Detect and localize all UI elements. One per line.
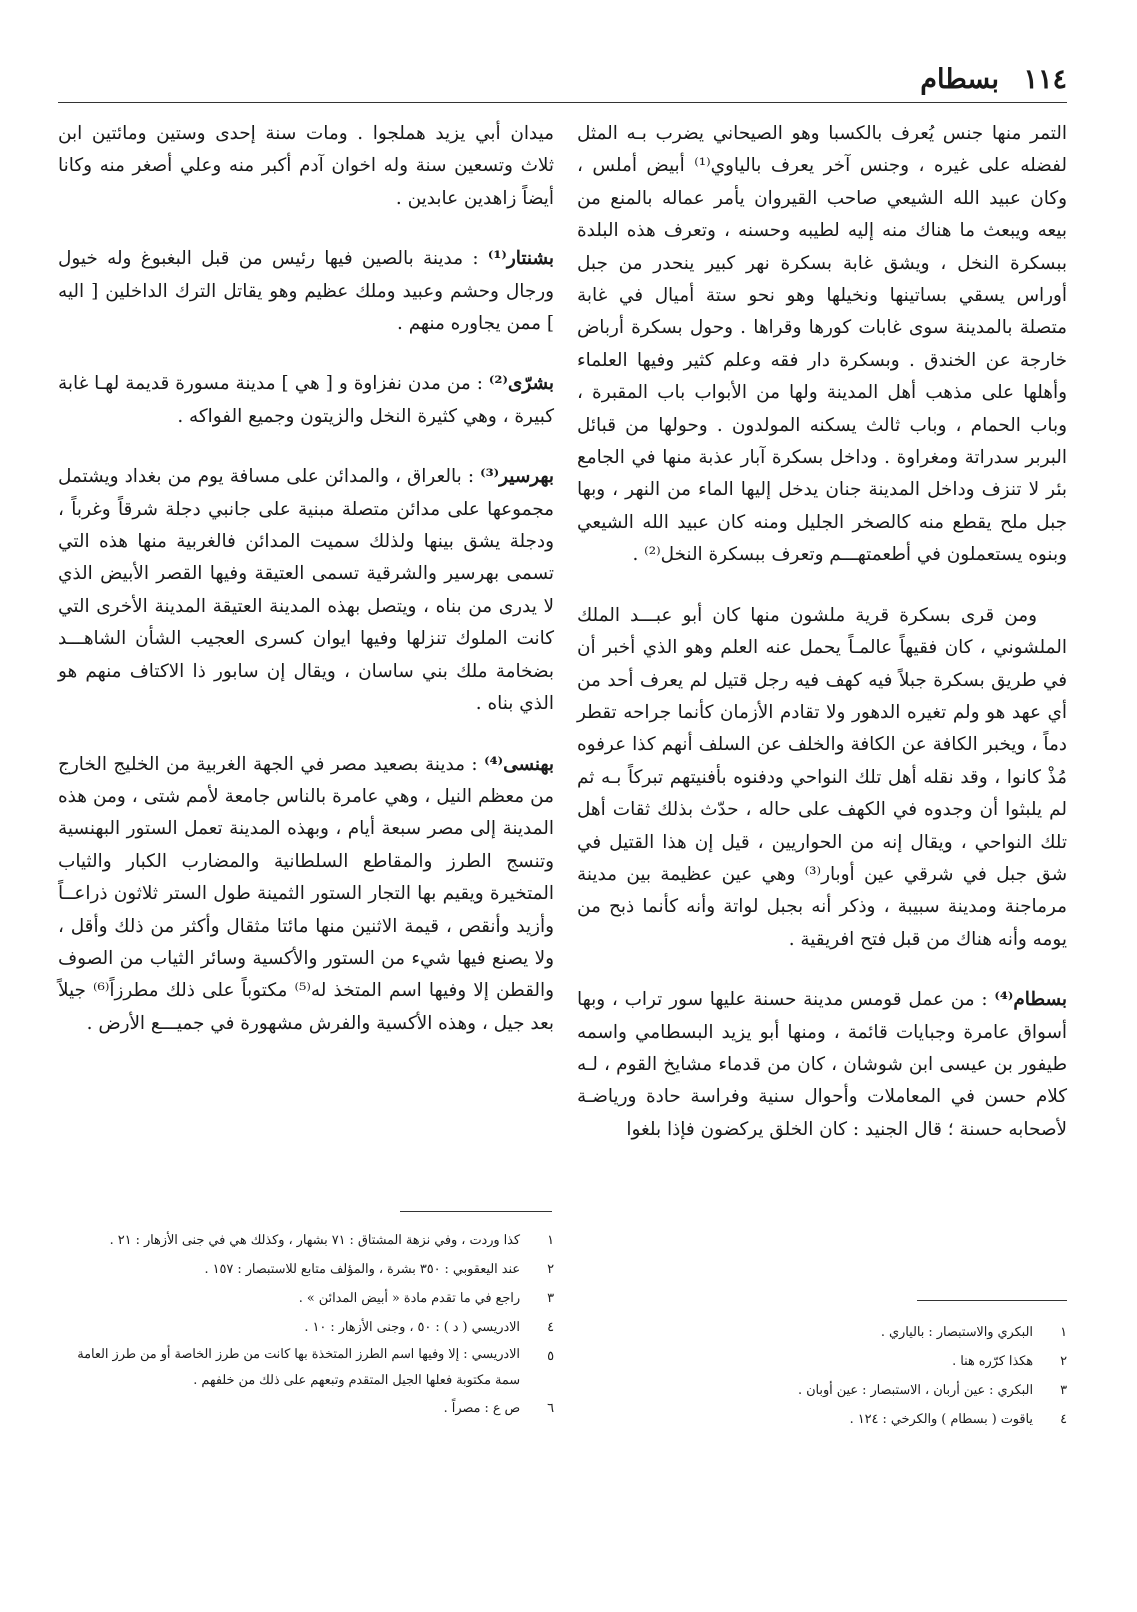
footnote-text: الادريسي : إلا وفيها اسم الطرز المتخذة بها كانت من طرز الخاصة أو من طرز العامة سمة مكتوبة فعلها الجيل المتقدم وتبعهم على ذلك من خلفهم . <box>77 1347 520 1388</box>
left-column <box>58 118 554 1040</box>
footnote-text: كذا وردت ، وفي نزهة المشتاق : ٧١ بشهار ، وكذلك هي في جنى الأزهار : ٢١ . <box>109 1233 520 1248</box>
footnote-number: ٢ <box>547 1262 554 1277</box>
footnote-number: ١ <box>1060 1325 1067 1340</box>
footnote <box>577 1347 1067 1376</box>
footnote-number: ٣ <box>1060 1383 1067 1398</box>
footnote <box>577 1376 1067 1405</box>
page-number: ١١٤ <box>1023 64 1067 95</box>
paragraph-abu-yazid: ميدان أبي يزيد هملجوا . ومات سنة إحدى وستين ومائتين ابن ثلاث وتسعين سنة وله اخوان آدم أكبر منه وعلي أصغر منه وكانا أيضاً زاهدين عابدين . <box>58 123 554 209</box>
footnote-number: ٤ <box>547 1320 554 1335</box>
entry-body-bistam: : من عمل قومس مدينة حسنة عليها سور تراب ، وبها أسواق عامرة وجبايات قائمة ، ومنها أبو يزيد البسطامي واسمه طيفور بن عيسى ابن شوشان ، كان من قدماء مشايخ القوم ، لـه كلام حسن في المعاملات وأحوال سنية وفراسة حادة ورياضـة لأصحابه حسنة ؛ قال الجنيد : كان الخلق يركضون فإذا بلغوا <box>577 989 1067 1140</box>
entry-bistam <box>577 984 1067 1146</box>
page-title: بسطام <box>920 64 999 95</box>
footnotes-right <box>577 1318 1067 1434</box>
right-column <box>577 118 1067 1146</box>
footnote <box>577 1405 1067 1434</box>
entry-title-bahnasa: بهنسى⁽⁴⁾ <box>484 753 554 775</box>
footnote-number: ٦ <box>547 1401 554 1416</box>
footnote-number: ٢ <box>1060 1354 1067 1369</box>
paragraph-malshun: ومن قرى بسكرة قرية ملشون منها كان أبو عبـــد الملك الملشوني ، كان فقيهاً عالمـاً يحمل عنه العلم وهو الذي أخبر أن في طريق بسكرة جبلاً فيه كهف فيه رجل قتيل لم يعرف أحد من أي عهد هو ولم تغيره الدهور ولا تقادم الأزمان كأنما جراحه تقطر دماً ، ويخبر الكافة عن الكافة والخلف عن السلف أنهم كذا عرفوه مُذْ كانوا ، وقد نقله أهل تلك النواحي ودفنوه بأفنيتهم تبركاً بـه ثم لم يلبثوا أن وجدوه في الكهف على حاله ، حدّث بذلك ثقات أهل تلك النواحي ، ويقال إنه من الحواريين ، قيل إن هذا القتيل في شق جبل في شرقي عين أوبار⁽³⁾ وهي عين عظيمة بين مدينة مرماجنة ومدينة سبيبة ، وذكر أنه بجبل لواتة وأنه كأنما ذبح من يومه وأنه هناك من قبل فتح افريقية . <box>577 604 1067 950</box>
paragraph-biskra-dates: التمر منها جنس يُعرف بالكسبا وهو الصيحاني يضرب بـه المثل لفضله على غيره ، وجنس آخر يعرف بالياوي⁽¹⁾ أبيض أملس ، وكان عبيد الله الشيعي صاحب القيروان يأمر عماله بالمنع من بيعه ويبعث ما هناك منه إليه لطيبه وحسنه ، وتعرف هذه البلدة ببسكرة النخل ، ويشق غابة بسكرة نهر كبير ينحدر من جبل أوراس يسقي بساتينها ونخيلها وهو نحو ستة أميال في غابة متصلة بالمدينة سوى غابات كورها وقراها . وحول بسكرة أرباض خارجة عن الخندق . وبسكرة دار فقه وعلم كثير وفيها العلماء وأهلها على مذهب أهل المدينة ولها من الأبواب باب المقبرة ، وباب الحمام ، وباب ثالث يسكنه المولدون . وحولها من قبائل البربر سدراتة ومغراوة . وداخل بسكرة آبار عذبة منها في الجامع بئر لا تنزف وداخل المدينة جنان يدخل إليها الماء من النهر ، وبها جبل ملح يقطع منه كالصخر الجليل ومنه كان عبيد الله الشيعي وبنوه يستعملون في أطعمتهـــم وتعرف ببسكرة النخل⁽²⁾ . <box>577 123 1068 566</box>
entry-body-bishintar: : مدينة بالصين فيها رئيس من قبل البغبوغ وله خيول ورجال وحشم وعبيد وملك عظيم وهو يقاتل الترك الداخلين [ اليه ] ممن يجاوره منهم . <box>58 248 554 335</box>
footnote-number: ٤ <box>1060 1412 1067 1427</box>
entry-title-bistam: بسطام⁽⁴⁾ <box>994 989 1067 1011</box>
footnote <box>58 1284 554 1313</box>
entry-title-bushra: بشرّى⁽²⁾ <box>488 373 554 395</box>
entry-body-bahnasa: : مدينة بصعيد مصر في الجهة الغربية من الخليج الخارج من معظم النيل ، وهي عامرة بالناس جامعة لأمم شتى ، ومن هذه المدينة إلى مصر سبعة أيام ، وبهذه المدينة تعمل الستور البهنسية وتنسج الطرز والمقاطع السلطانية والمضارب الكبار والثياب المتخيرة ويقيم بها التجار الستور الثمينة طول الستر ثلاثون ذراعــاً وأزيد وأنقص ، قيمة الاثنين منها مائتا مثقال وأكثر من ذلك وأقل ، ولا يصنع فيها شيء من الستور والأكسية وسائر الثياب من الصوف والقطن إلا وفيها اسم المتخذ له⁽⁵⁾ مكتوباً على ذلك مطرزاً⁽⁶⁾ جيلاً بعد جيل ، وهذه الأكسية والفرش مشهورة في جميـــع الأرض . <box>58 753 554 1034</box>
entry-bushra <box>58 368 554 433</box>
footnote <box>58 1394 554 1423</box>
footnote-text: هكذا كرّره هنا . <box>952 1354 1033 1369</box>
footnote-text: البكري : عين أربان ، الاستبصار : عين أوبان . <box>797 1383 1033 1398</box>
footnote-number: ٣ <box>547 1291 554 1306</box>
entry-bishintar <box>58 243 554 340</box>
entry-bahnasa <box>58 749 554 1041</box>
footnote <box>58 1313 554 1342</box>
footnote-number: ٥ <box>547 1349 554 1364</box>
footnotes-left <box>58 1226 554 1423</box>
footnote-text: ياقوت ( بسطام ) والكرخي : ١٢٤ . <box>849 1412 1033 1427</box>
footnote-number: ١ <box>547 1233 554 1248</box>
footnote-text: عند اليعقوبي : ٣٥٠ بشرة ، والمؤلف متابع للاستبصار : ١٥٧ . <box>204 1262 520 1277</box>
entry-title-bishintar: بشنتار⁽¹⁾ <box>487 248 554 270</box>
footnote-text: ص ع : مصراً . <box>443 1401 520 1416</box>
footnote-text: الادريسي ( د ) : ٥٠ ، وجنى الأزهار : ١٠ . <box>304 1320 520 1335</box>
footnote <box>58 1226 554 1255</box>
footnote <box>58 1342 554 1394</box>
footnote-text: البكري والاستبصار : بالياري . <box>880 1325 1033 1340</box>
page-header <box>58 62 1067 103</box>
footnote-separator-left <box>400 1211 552 1212</box>
footnote <box>58 1255 554 1284</box>
entry-body-bahurasir: : بالعراق ، والمدائن على مسافة يوم من بغداد ويشتمل مجموعها على مدائن متصلة مبنية على جانبي دجلة شرقاً وغرباً ، ودجلة يشق بينها ولذلك سميت المدائن فالغربية منها هذه التي تسمى بهرسير والشرقية تسمى العتيقة وفيها القصر الأبيض الذي لا يدرى من بناه ، ويتصل بهذه المدينة العتيقة المدينة الأخرى التي كانت الملوك تنزلها وفيها ايوان كسرى العجيب الشأن الشاهـــد بضخامة ملك بني ساسان ، ويقال إن سابور ذا الاكتاف منهم هو الذي بناه . <box>58 466 554 715</box>
footnote-separator-right <box>917 1300 1067 1301</box>
entry-body-bushra: : من مدن نفزاوة و [ هي ] مدينة مسورة قديمة لهـا غابة كبيرة ، وهي كثيرة النخل والزيتون وجميع الفواكه . <box>58 373 554 427</box>
footnote <box>577 1318 1067 1347</box>
entry-bahurasir <box>58 461 554 720</box>
footnote-text: راجع في ما تقدم مادة « أبيض المدائن » . <box>298 1291 520 1306</box>
entry-title-bahurasir: بهرسير⁽³⁾ <box>480 466 554 488</box>
